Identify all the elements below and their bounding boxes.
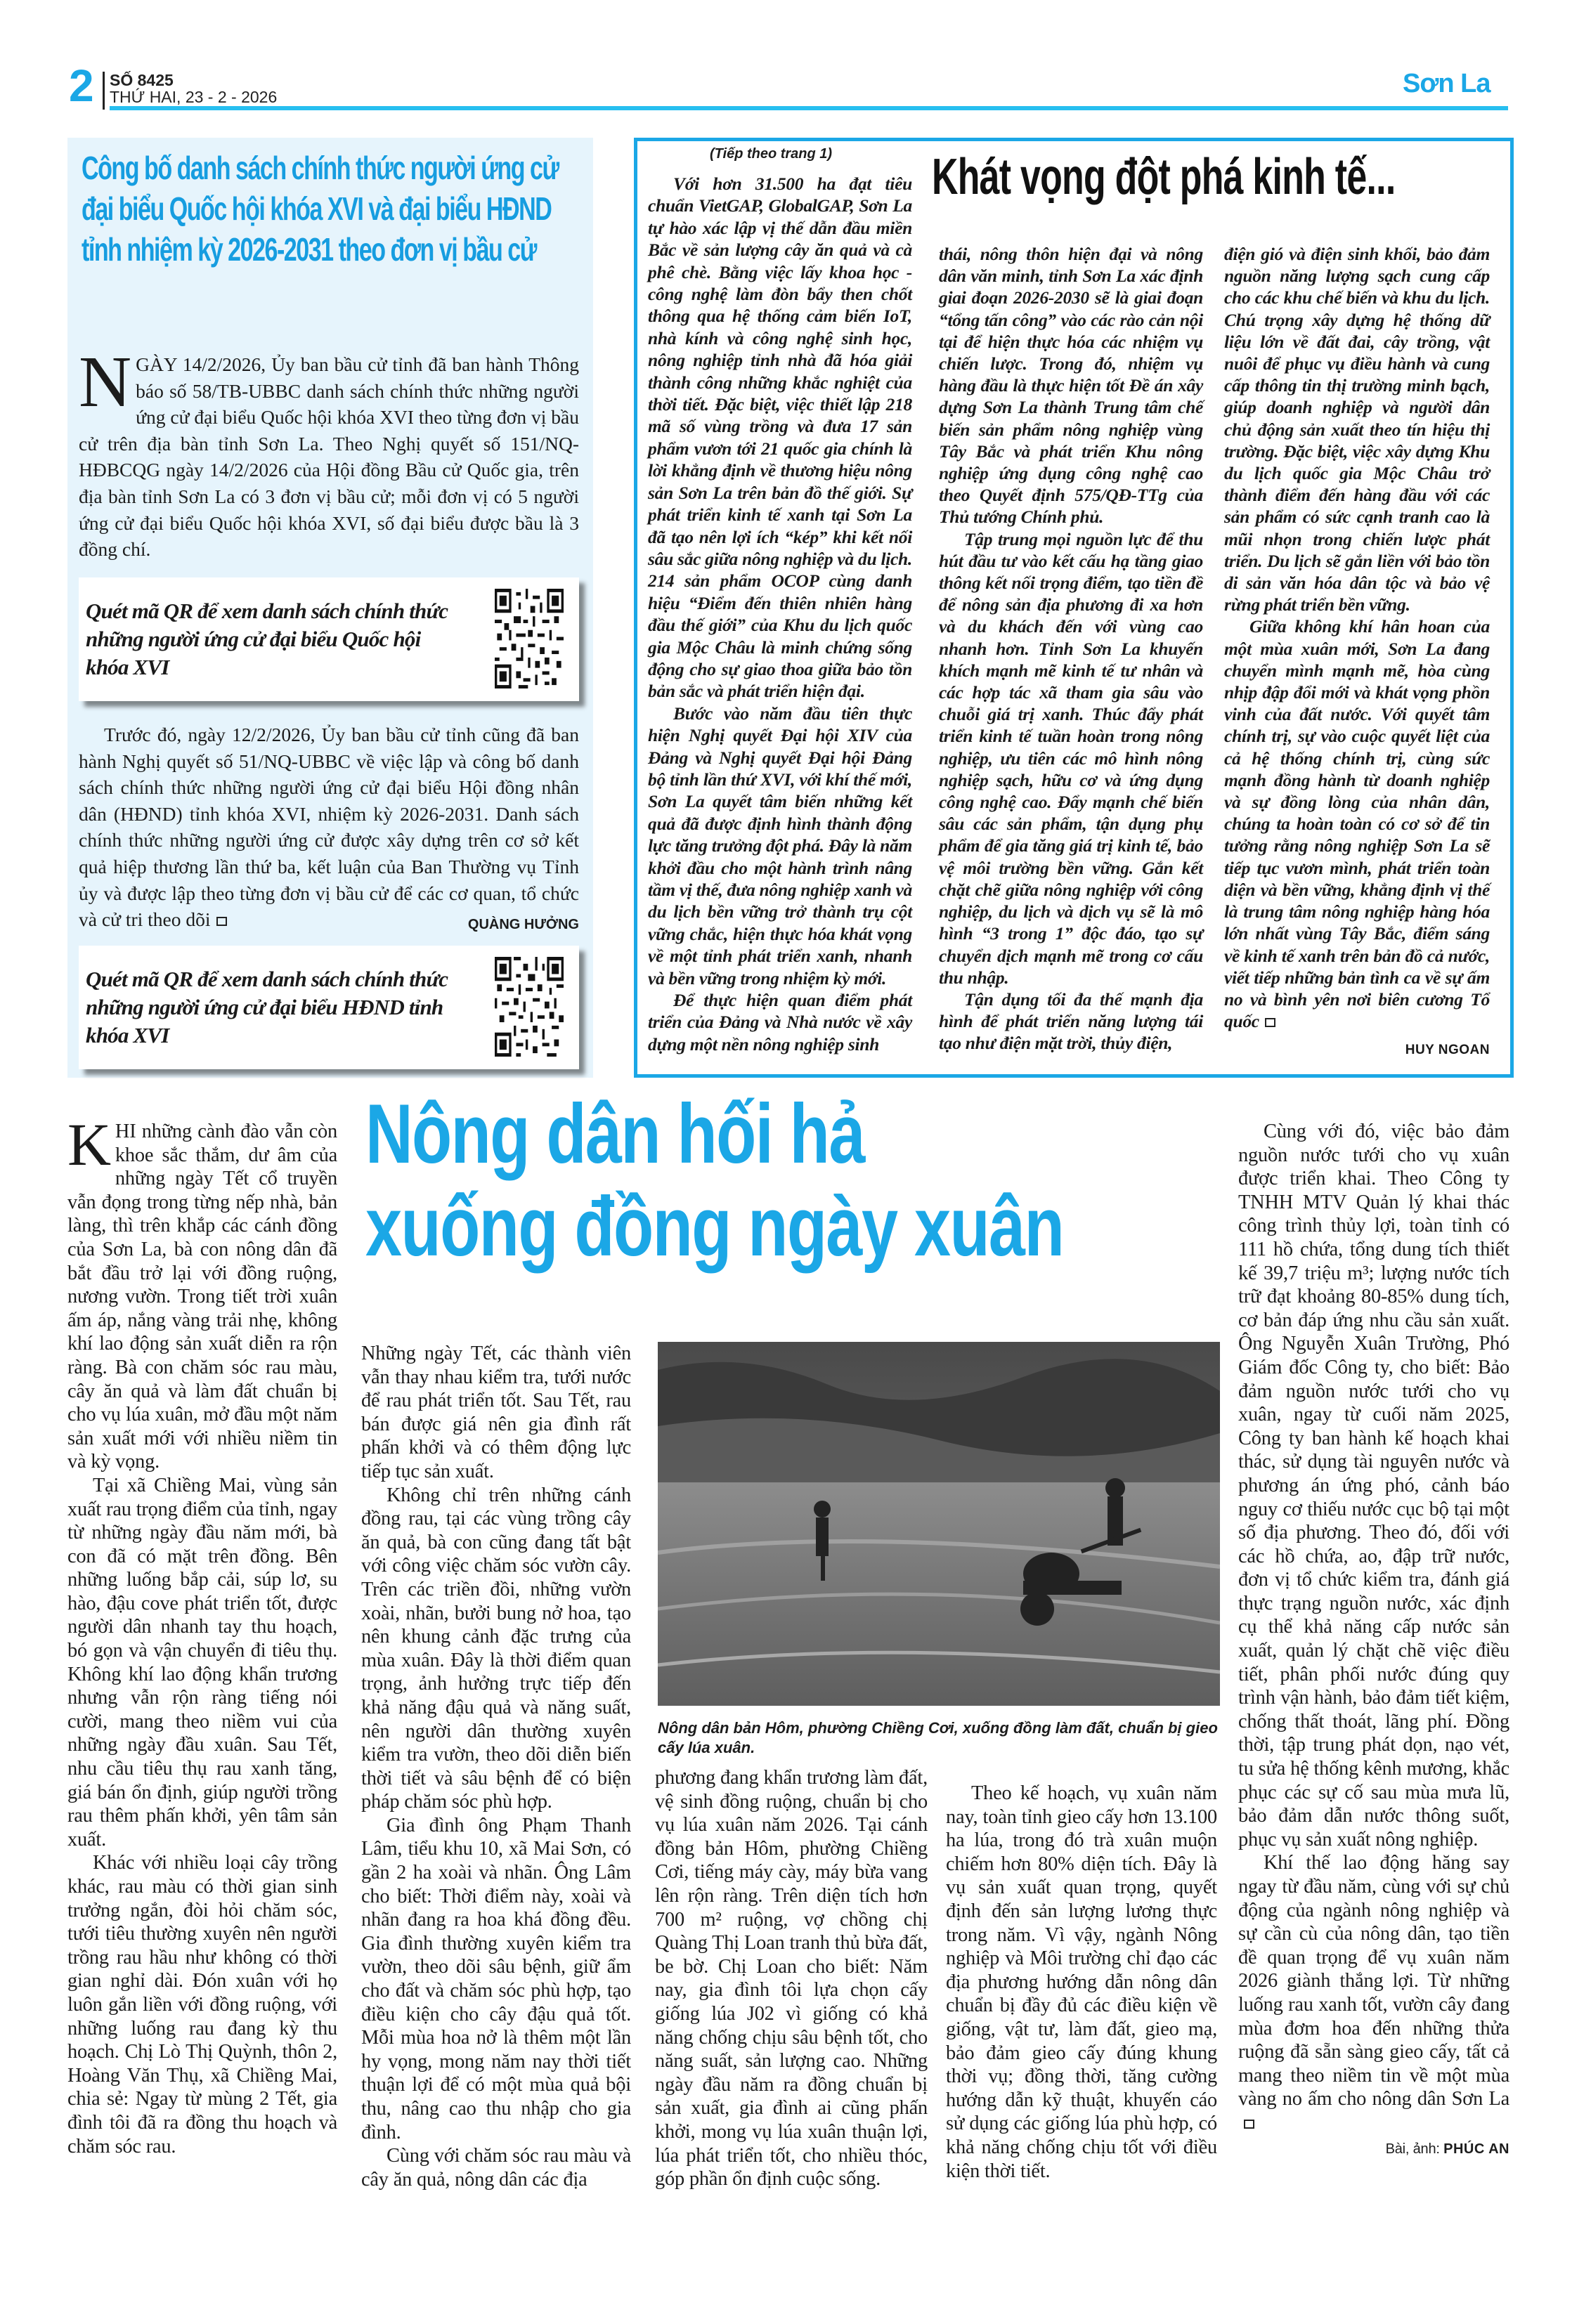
economy-paragraph: thái, nông thôn hiện đại và nông dân văn minh, tỉnh Sơn La xác định giai đoạn 2026-2030 sẽ là giai đoạn “tổng tấn công” vào các rào cản nội tại để hiện thực hóa các nhiệm vụ chiến lược. Trong đó, nhiệm vụ hàng đầu là thực hiện tốt Đề án xây dựng Sơn La thành Trung tâm chế biến sản phẩm nông nghiệp vùng Tây Bắc và phát triển Khu nông nghiệp ứng dụng công nghệ cao theo Quyết định 575/QĐ-TTg của Thủ tướng Chính phủ. — [939, 244, 1203, 528]
dropcap: N — [79, 341, 132, 422]
continued-label: (Tiếp theo trang 1) — [710, 146, 833, 162]
economy-paragraph: Bước vào năm đầu tiên thực hiện Nghị quyết Đại hội XIV của Đảng và Nghị quyết Đại hội Đảng bộ tỉnh lần thứ XVI, với khí thế mới, Sơn La quyết tâm biến những kết quả đã được định hình thành động lực tăng trưởng đột phá. Đây là năm khởi đầu cho một hành trình nâng tầm vị thế, đưa nông nghiệp xanh và du lịch bền vững trở thành trụ cột vững chắc, hiện thực hóa khát vọng về một tỉnh phát triển xanh, nhanh và bền vững trong nhiệm kỳ mới. — [648, 703, 912, 988]
farmers-paragraph — [1238, 1851, 1509, 2134]
election-author: QUÀNG HƯỞNG — [467, 917, 579, 933]
farmers-paragraph: Cùng với đó, việc bảo đảm nguồn nước tưới cho vụ xuân được triển khai. Theo Công ty TNHH MTV Quản lý khai thác công trình thủy lợi, toàn tỉnh có 111 hồ chứa, tổng dung tích thiết kế 39,7 triệu m³; lượng nước tích trữ đạt khoảng 80-85% dung tích, cơ bản đáp ứng nhu cầu sản xuất. Ông Nguyễn Xuân Trường, Phó Giám đốc Công ty, cho biết: Bảo đảm nguồn nước tưới cho vụ xuân, ngay từ cuối năm 2025, Công ty ban hành kế hoạch khai thác, sử dụng tài nguyên nước và phương án ứng phó, cảnh báo nguy cơ thiếu nước cục bộ tại một số địa phương. Theo đó, đối với các hồ chứa, ao, đập trữ nước, đơn vị tổ chức kiểm tra, đánh giá thực trạng nguồn nước, xác định cụ thể khả năng cấp nước sản xuất, quản lý chặt chẽ việc điều tiết, phân phối nước đúng quy trình vận hành, bảo đảm tiết kiệm, chống thất thoát, lãng phí. Đồng thời, tập trung phát dọn, nạo vét, tu sửa hệ thống kênh mương, khắc phục các sự cố sau mùa mưa lũ, bảo đảm dẫn nước thông suốt, phục vụ sản xuất nông nghiệp. — [1238, 1121, 1509, 1850]
farmers-author: PHÚC AN — [1443, 2141, 1509, 2157]
farmers-column-2 — [361, 1342, 631, 2191]
qr-card-text: Quét mã QR để xem danh sách chính thức những người ứng cử đại biểu HĐND tỉnh khóa XVI — [86, 967, 448, 1047]
issue-number: SỐ 8425 — [110, 71, 174, 89]
farmers-column-4 — [946, 1782, 1217, 2183]
farmers-paragraph-text: Khí thế lao động hăng say ngay từ đầu năm, cùng với sự chủ động của ngành nông nghiệp và sự cần cù của nông dân, tạo tiền đề quan trọng để vụ xuân năm 2026 giành thắng lợi. Từ những luống rau xanh tốt, vườn cây đang mùa đơm hoa đến những thửa ruộng đã sẵn sàng gieo cấy, tất cả mang theo niềm tin về một mùa vàng no ấm cho nông dân Sơn La — [1238, 1852, 1509, 2110]
farmers-title-line-2: xuống đồng ngày xuân — [365, 1180, 1064, 1274]
farmers-paragraph — [67, 1111, 337, 1474]
photo-caption: Nông dân bản Hôm, phường Chiềng Cơi, xuống đồng làm đất, chuẩn bị gieo cấy lúa xuân. — [658, 1719, 1218, 1756]
credit-label: Bài, ảnh: — [1385, 2141, 1440, 2157]
farmers-paragraph: Theo kế hoạch, vụ xuân năm nay, toàn tỉnh gieo cấy hơn 13.100 ha lúa, trong đó trà xuân muộn chiếm hơn 80% diện tích. Đây là vụ sản xuất quan trọng, quyết định đến sản lượng lương thực trong năm. Vì vậy, ngành Nông nghiệp và Môi trường chỉ đạo các địa phương hướng dẫn nông dân chuẩn bị đầy đủ các điều kiện về giống, vật tư, làm đất, gieo mạ, bảo đảm gieo cấy đúng khung thời vụ; đồng thời, tăng cường hướng dẫn kỹ thuật, khuyến cáo sử dụng các giống lúa phù hợp, có khả năng chống chịu tốt với điều kiện thời tiết. — [946, 1782, 1217, 2182]
farmers-column-5 — [1238, 1120, 1509, 2161]
election-paragraph-2 — [79, 722, 579, 939]
section-name: Sơn La — [1403, 69, 1491, 98]
farmers-column-1 — [67, 1111, 337, 2158]
farmers-article-title — [365, 1088, 1063, 1273]
qr-card-text: Quét mã QR để xem danh sách chính thức những người ứng cử đại biểu Quốc hội khóa XVI — [86, 599, 448, 679]
economy-column-1 — [648, 173, 912, 1055]
election-paragraph-1-text: GÀY 14/2/2026, Ủy ban bầu cử tỉnh đã ban hành Thông báo số 58/TB-UBBC danh sách chính thức những người ứng cử đại biểu Quốc hội khóa XVI theo từng đơn vị bầu cử trên địa bàn tỉnh Sơn La. Theo Nghị quyết số 151/NQ-HĐBCQG ngày 14/2/2026 của Hội đồng Bầu cử Quốc gia, trên địa bàn tỉnh Sơn La có 3 đơn vị bầu cử; mỗi đơn vị có 5 người ứng cử đại biểu Quốc hội khóa XVI, số đại biểu được bầu là 3 đồng chí. — [79, 353, 579, 561]
economy-paragraph: Với hơn 31.500 ha đạt tiêu chuẩn VietGAP, GlobalGAP, Sơn La tự hào xác lập vị thế dẫn đầu miền Bắc về sản lượng cây ăn quả và cà phê chè. Bằng việc lấy khoa học - công nghệ làm đòn bẩy then chốt thông qua hệ thống cảm biến IoT, nhà kính và công nghệ sinh học, nông nghiệp tỉnh nhà đã hóa giải thành công những khắc nghiệt của thời tiết. Đặc biệt, việc thiết lập 218 mã số vùng trồng và đưa 17 sản phẩm vươn tới 21 quốc gia chính là lời khẳng định về thương hiệu nông sản Sơn La trên bản đồ thế giới. Sự phát triển kinh tế xanh tại Sơn La đã tạo nên lợi ích “kép” khi kết nối sâu sắc giữa nông nghiệp và du lịch. 214 sản phẩm OCOP cùng danh hiệu “Điểm đến thiên nhiên hàng đầu thế giới” của Khu du lịch quốc gia Mộc Châu là minh chứng sống động cho sự giao thoa giữa bảo tồn bản sắc và phát triển hiện đại. — [648, 174, 912, 702]
farmers-paragraph: Tại xã Chiềng Mai, vùng sản xuất rau trọng điểm của tỉnh, ngay từ những ngày đầu năm mới, bà con đã có mặt trên đồng. Bên những luống bắp cải, súp lơ, su hào, đậu cove phát triển tốt, được người dân nhanh tay thu hoạch, bó gọn và vận chuyển đi tiêu thụ. Không khí lao động khẩn trương nhưng vẫn rộn ràng tiếng nói cười, mang theo niềm vui của những ngày đầu xuân. Sau Tết, nhu cầu tiêu thụ rau xanh tăng, giá bán ổn định, giúp người trồng rau thêm phấn khởi, yên tâm sản xuất. — [67, 1474, 337, 1850]
economy-paragraph: Để thực hiện quan điểm phát triển của Đảng và Nhà nước về xây dựng một nền nông nghiệp sinh — [648, 990, 912, 1055]
farmers-paragraph: Khác với nhiều loại cây trồng khác, rau màu có thời gian sinh trưởng ngắn, đòi hỏi chăm sóc, tưới tiêu thường xuyên nên người trồng rau hầu như không có thời gian nghỉ dài. Đón xuân với họ luôn gắn liền với đồng ruộng, với những luống rau đang kỳ thu hoạch. Chị Lò Thị Quỳnh, thôn 2, Hoàng Văn Thụ, xã Chiềng Mai, chia sẻ: Ngay từ mùng 2 Tết, gia đình tôi đã ra đồng thu hoạch và chăm sóc rau. — [67, 1852, 337, 2157]
farmers-paragraph-text: HI những cành đào vẫn còn khoe sắc thắm, dư âm của những ngày Tết cổ truyền vẫn đọng trong từng nếp nhà, bản làng, thì trên khắp các cánh đồng của Sơn La, bà con nông dân đã bắt đầu trở lại với đồng ruộng, nương vườn. Trong tiết trời xuân ấm áp, nắng vàng trải nhẹ, không khí lao động sản xuất diễn ra rộn ràng. Bà con chăm sóc rau màu, cây ăn quả và làm đất chuẩn bị cho vụ lúa xuân, mở đầu một năm sản xuất mới với nhiều niềm tin và kỳ vọng. — [67, 1121, 337, 1473]
page-number: 2 — [69, 60, 94, 111]
economy-article-title: Khát vọng đột phá kinh tế... — [932, 149, 1396, 205]
economy-paragraph: Tận dụng tối đa thế mạnh địa hình để phát triển năng lượng tái tạo như điện mặt trời, thủy điện, — [939, 988, 1203, 1054]
end-mark-icon — [1265, 1018, 1275, 1027]
qr-card-national-assembly[interactable] — [79, 577, 579, 701]
election-article-title: Công bố danh sách chính thức người ứng cử đại biểu Quốc hội khóa XVI và đại biểu HĐND tỉnh nhiệm kỳ 2026-2031 theo đơn vị bầu cử — [82, 150, 559, 268]
end-mark-icon — [216, 917, 227, 926]
farmers-paragraph: Không chỉ trên những cánh đồng rau, tại các vùng trồng cây ăn quả, bà con cũng đang tất bật với công việc chăm sóc vườn cây. Trên các triền đồi, những vườn xoài, nhãn, bưởi bung nở hoa, tạo nên khung cảnh đặc trưng của mùa xuân. Đây là thời điểm quan trọng, ảnh hưởng trực tiếp đến khả năng đậu quả và năng suất, nên người dân thường xuyên kiểm tra vườn, theo dõi diễn biến thời tiết và sâu bệnh để có biện pháp chăm sóc phù hợp. — [361, 1484, 631, 1813]
farmers-paragraph: Những ngày Tết, các thành viên vẫn thay nhau kiểm tra, tưới nước để rau phát triển tốt. Sau Tết, rau bán được giá nên gia đình rất phấn khởi và có thêm động lực tiếp tục sản xuất. — [361, 1343, 631, 1482]
farmers-paragraph: Gia đình ông Phạm Thanh Lâm, tiểu khu 10, xã Mai Sơn, có gần 2 ha xoài và nhãn. Ông Lâm cho biết: Thời điểm này, xoài và nhãn đang ra hoa khá đồng đều. Gia đình thường xuyên kiểm tra vườn, theo dõi sâu bệnh, giữ ẩm cho đất và chăm sóc phù hợp, tạo điều kiện cho cây đậu quả tốt. Mỗi mùa hoa nở là thêm một lần hy vọng, mong năm nay thời tiết thuận lợi để có một mùa quả bội thu, nâng cao thu nhập cho gia đình. — [361, 1814, 631, 2143]
economy-paragraph-text: Giữa không khí hân hoan của một mùa xuân mới, Sơn La đang chuyển mình mạnh mẽ, hòa cùng nhịp đập đổi mới và khát vọng phồn vinh của đất nước. Với quyết tâm chính trị, sự vào cuộc quyết liệt của cả hệ thống chính trị, cùng sức mạnh đồng hành từ doanh nghiệp và sự đồng lòng của nhân dân, chúng ta hoàn toàn có cơ sở để tin tưởng rằng nông nghiệp Sơn La sẽ tiếp tục vươn mình, phát triển toàn diện và bền vững, khẳng định vị thế là trung tâm nông nghiệp hàng hóa lớn nhất vùng Tây Bắc, điểm sáng về kinh tế xanh trên bản đồ cả nước, viết tiếp những bản tình ca về sự ấm no và bình yên nơi biên cương Tổ quốc — [1224, 616, 1490, 1032]
election-paragraph-1 — [79, 341, 579, 563]
header-divider — [103, 72, 105, 110]
end-mark-icon — [1244, 2120, 1254, 2129]
field-photo-illustration — [658, 1342, 1220, 1706]
farmers-title-line-1: Nông dân hối hả — [365, 1087, 864, 1181]
farmers-paragraph: Cùng với chăm sóc rau màu và cây ăn quả, nông dân các địa — [361, 2145, 631, 2191]
economy-column-3 — [1224, 243, 1490, 1062]
dropcap: K — [67, 1111, 111, 1178]
farmers-column-3 — [655, 1766, 928, 2191]
economy-paragraph: điện gió và điện sinh khối, bảo đảm nguồn năng lượng sạch cung cấp cho các khu chế biến và khu du lịch. Chú trọng xây dựng hệ thống dữ liệu lớn về đất đai, cây trồng, vật nuôi để phục vụ điều hành và cung cấp thông tin thị trường minh bạch, giúp doanh nghiệp và người dân chủ động sản xuất theo tín hiệu thị trường. Đặc biệt, việc xây dựng Khu du lịch quốc gia Mộc Châu trở thành điểm đến hàng đầu với các sản phẩm có sức cạnh tranh cao là mũi nhọn trong chiến lược phát triển. Du lịch sẽ gắn liền với bảo tồn di sản văn hóa dân tộc và bảo vệ rừng phát triển bền vững. — [1224, 244, 1490, 615]
economy-paragraph — [1224, 615, 1490, 1032]
farmers-credit — [1238, 2138, 1509, 2162]
qr-code-icon[interactable] — [495, 957, 564, 1057]
economy-author: HUY NGOAN — [1405, 1043, 1490, 1058]
issue-date: THỨ HAI, 23 - 2 - 2026 — [110, 88, 278, 106]
farmers-paragraph: phương đang khẩn trương làm đất, vệ sinh đồng ruộng, chuẩn bị cho vụ lúa xuân năm 2026. Tại cánh đồng bản Hôm, phường Chiềng Cơi, tiếng máy cày, máy bừa vang lên rộn ràng. Trên diện tích hơn 700 m² ruộng, vợ chồng chị Quàng Thị Loan tranh thủ bừa đất, be bờ. Chị Loan cho biết: Năm nay, gia đình tôi lựa chọn cấy giống lúa J02 vì giống có khả năng chống chịu sâu bệnh tốt, cho năng suất, sản lượng cao. Những ngày đầu năm ra đồng chuẩn bị sản xuất, gia đình ai cũng phấn khởi, mong vụ lúa xuân thuận lợi, lúa phát triển tốt, cho nhiều thóc, góp phần ổn định cuộc sống. — [655, 1767, 928, 2191]
qr-card-provincial-council[interactable] — [79, 946, 579, 1069]
qr-code-icon[interactable] — [495, 589, 564, 688]
header-rule — [110, 106, 1508, 110]
election-paragraph-2-text: Trước đó, ngày 12/2/2026, Ủy ban bầu cử tỉnh cũng đã ban hành Nghị quyết số 51/NQ-UBBC về việc lập và công bố danh sách chính thức những người ứng cử đại biểu Hội đồng nhân dân (HĐND) tỉnh khóa XVI, nhiệm kỳ 2026-2031. Danh sách chính thức những người ứng cử được xây dựng trên cơ sở kết quả hiệp thương lần thứ ba, kết luận của Ban Thường vụ Tỉnh ủy và được lập theo từng đơn vị bầu cử để các cơ quan, tổ chức và cử tri theo dõi — [79, 724, 579, 931]
economy-column-2 — [939, 243, 1203, 1055]
economy-paragraph: Tập trung mọi nguồn lực để thu hút đầu tư vào kết cấu hạ tầng giao thông kết nối trọng điểm, tạo tiền đề để nông sản địa phương đi xa hơn và du khách đến với vùng cao nhanh hơn. Tỉnh Sơn La khuyến khích mạnh mẽ kinh tế tư nhân và các hợp tác xã tham gia sâu vào chuỗi giá trị xanh. Thúc đẩy phát triển kinh tế tuần hoàn trong nông nghiệp, ưu tiên các mô hình nông nghiệp sạch, hữu cơ và ứng dụng công nghệ cao. Đẩy mạnh chế biến sâu các sản phẩm, tận dụng phụ phẩm để gia tăng giá trị kinh tế, bảo vệ môi trường bền vững. Gắn kết chặt chẽ giữa nông nghiệp với công nghiệp, du lịch và dịch vụ sẽ là mô hình “3 trong 1” độc đáo, tạo sự chuyển dịch mạnh mẽ trong cơ cấu thu nhập. — [939, 528, 1203, 988]
farmers-photo — [658, 1342, 1220, 1706]
